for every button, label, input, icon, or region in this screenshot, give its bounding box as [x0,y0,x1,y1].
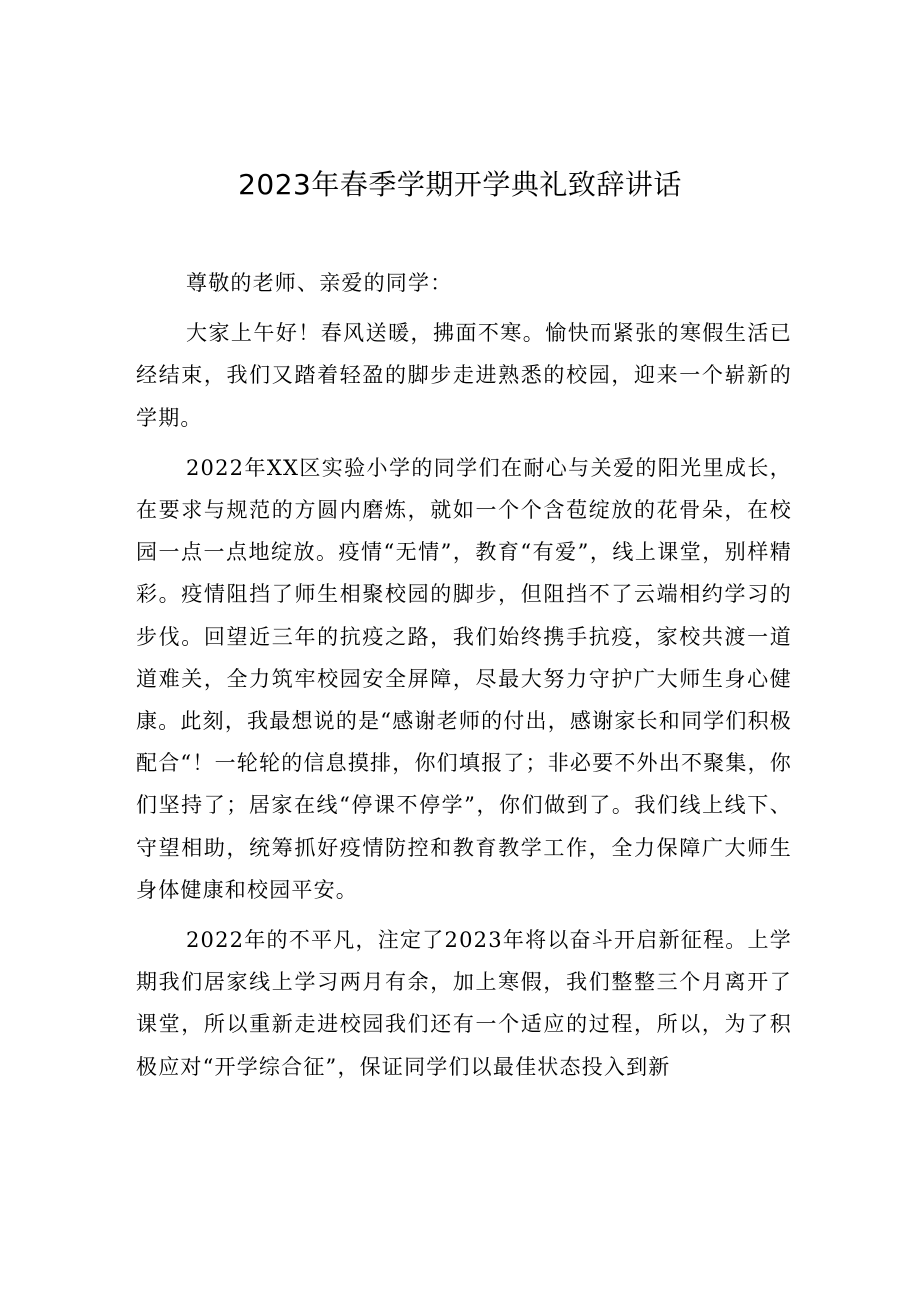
paragraph-new-journey: 2022年的不平凡，注定了2023年将以奋斗开启新征程。上学期我们居家线上学习两月有余，加上寒假，我们整整三个月离开了课堂，所以重新走进校园我们还有一个适应的过程，所以，为了积极应对“开学综合征”，保证同学们以最佳状态投入到新 [136,928,792,1079]
paragraph-greeting: 大家上午好！春风送暖，拂面不寒。愉快而紧张的寒假生活已经结束，我们又踏着轻盈的脚步走进熟悉的校园，迎来一个崭新的学期。 [136,321,792,430]
document-body [136,262,792,1096]
paragraph-review-2022: 2022年XX区实验小学的同学们在耐心与关爱的阳光里成长，在要求与规范的方圆内磨炼，就如一个个含苞绽放的花骨朵，在校园一点一点地绽放。疫情“无情”，教育“有爱”，线上课堂，别样精彩。疫情阻挡了师生相聚校园的脚步，但阻挡不了云端相约学习的步伐。回望近三年的抗疫之路，我们始终携手抗疫，家校共渡一道道难关，全力筑牢校园安全屏障，尽最大努力守护广大师生身心健康。此刻，我最想说的是“感谢老师的付出，感谢家长和同学们积极配合“！一轮轮的信息摸排，你们填报了；非必要不外出不聚集，你们坚持了；居家在线“停课不停学”，你们做到了。我们线上线下、守望相助，统筹抓好疫情防控和教育教学工作，全力保障广大师生身体健康和校园平安。 [136,455,792,902]
document-title: 2023年春季学期开学典礼致辞讲话 [238,168,682,201]
paragraph-salutation: 尊敬的老师、亲爱的同学： [186,271,453,295]
